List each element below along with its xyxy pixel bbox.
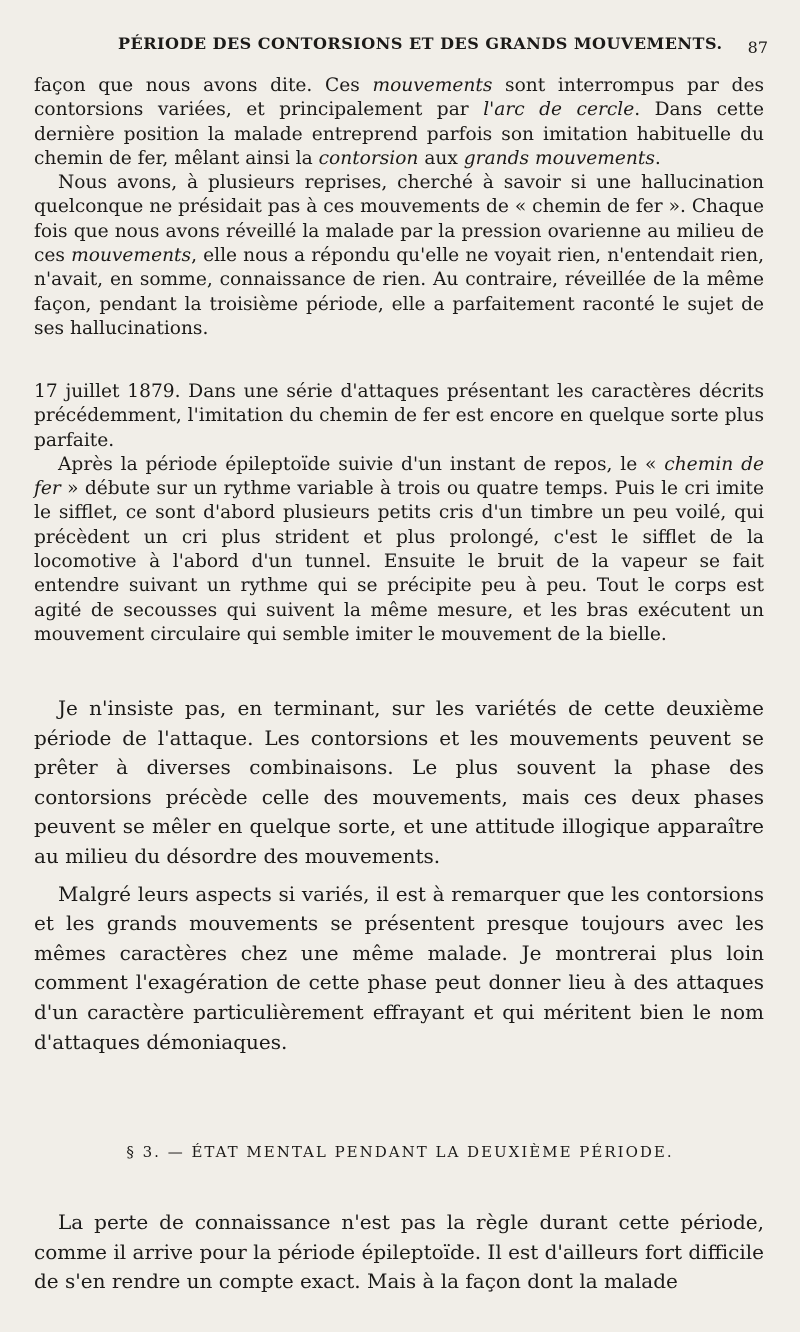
- italic-run: l'arc de cercle: [483, 99, 635, 121]
- text-run: Nous avons, à plusieurs reprises, cherché à savoir si une hallucination quelconque ne présidait pas à ces mouvements de « chemin de fer ». Chaque fois que nous avons réveillé la malade par la pression ovarienne au milieu de ces: [34, 172, 764, 267]
- text-run: 17 juillet 1879. Dans une série d'attaques présentant les caractères décrits précédemment, l'imitation du chemin de fer est encore en quelque sorte plus parfaite.: [34, 381, 764, 451]
- italic-run: contorsion: [318, 147, 419, 169]
- italic-run: chemin de fer: [34, 453, 765, 500]
- text-block-2: [34, 380, 764, 647]
- text-run: sont interrompus par des contorsions variées, et principalement par: [34, 75, 764, 121]
- text-run: , elle nous a répondu qu'elle ne voyait rien, n'entendait rien, n'avait, en somme, connaissance de rien. Au contraire, réveillée de la même façon, pendant la troisième période, elle a parfaitement raconté le sujet de ses hallucinations.: [34, 245, 764, 339]
- running-head: [0, 32, 800, 60]
- paragraph: [34, 74, 764, 171]
- paragraph: [34, 380, 764, 453]
- italic-run: mouvements: [372, 75, 493, 96]
- text-block-1: [34, 74, 764, 341]
- text-run: . Dans cette dernière position la malade entreprend parfois son imitation habituelle du chemin de fer, mêlant ainsi la: [34, 99, 765, 169]
- text-block-3: [34, 694, 764, 1057]
- text-run: Après la période épileptoïde suivie d'un instant de repos, le «: [58, 453, 665, 475]
- page-number: 87: [747, 38, 768, 57]
- running-title: PÉRIODE DES CONTORSIONS ET DES GRANDS MOUVEMENTS.: [118, 34, 723, 53]
- text-block-4: [34, 1208, 764, 1297]
- italic-run: grands mouvements: [463, 147, 655, 169]
- section-heading: § 3. — ÉTAT MENTAL PENDANT LA DEUXIÈME PÉRIODE.: [126, 1143, 674, 1161]
- paragraph: La perte de connaissance n'est pas la règle durant cette période, comme il arrive pour la période épileptoïde. Il est d'ailleurs fort difficile de s'en rendre un compte exact. Mais à la façon dont la malade: [34, 1210, 764, 1294]
- paragraph: [34, 453, 764, 647]
- paragraph: Je n'insiste pas, en terminant, sur les variétés de cette deuxième période de l'attaque. Les contorsions et les mouvements peuvent se prêter à diverses combinaisons. Le plus souvent la phase des contorsions précède celle des mouvements, mais ces deux phases peuvent se mêler en quelque sorte, et une attitude illogique apparaître au milieu du désordre des mouvements.: [34, 696, 764, 868]
- text-run: .: [654, 147, 661, 169]
- italic-run: mouvements: [71, 245, 192, 267]
- text-run: façon que nous avons dite. Ces: [34, 75, 373, 96]
- text-run: » débute sur un rythme variable à trois ou quatre temps. Puis le cri imite le sifflet, ce sont d'abord plusieurs petits cris d'un timbre un peu voilé, qui précèdent un cri plus strident et plus prolongé, c'est le sifflet de la locomotive à l'abord d'un tunnel. Ensuite le bruit de la vapeur se fait entendre suivant un rythme qui se précipite peu à peu. Tout le corps est agité de secousses qui suivent la même mesure, et les bras exécutent un mouvement circulaire qui semble imiter le mouvement de la bielle.: [34, 478, 764, 645]
- paragraph: [34, 171, 764, 341]
- text-run: aux: [418, 147, 464, 169]
- paragraph: Malgré leurs aspects si variés, il est à remarquer que les contorsions et les grands mouvements se présentent presque toujours avec les mêmes caractères chez une même malade. Je montrerai plus loin comment l'exagération de cette phase peut donner lieu à des attaques d'un caractère particulièrement effrayant et qui méritent bien le nom d'attaques démoniaques.: [34, 881, 764, 1054]
